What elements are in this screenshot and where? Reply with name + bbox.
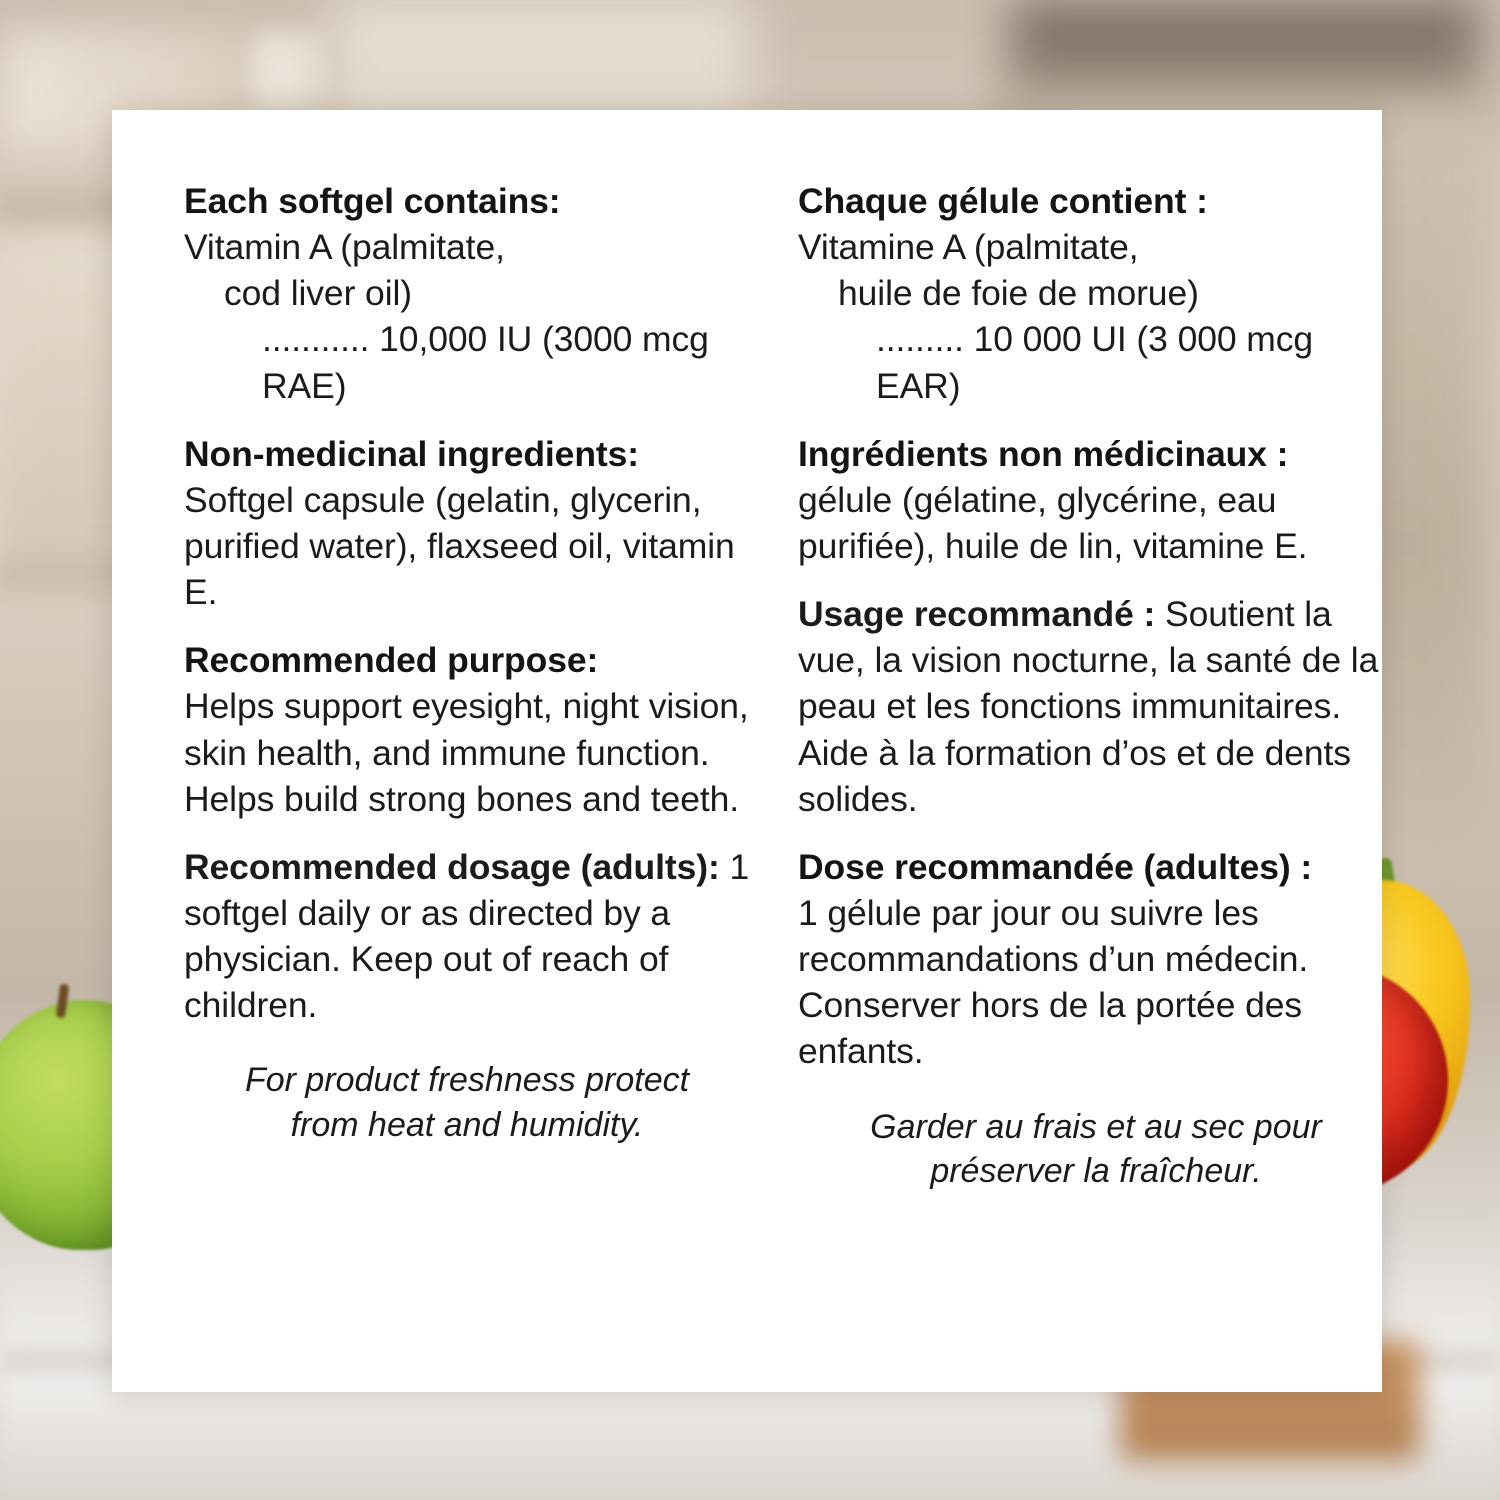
english-contains-block <box>184 178 750 409</box>
french-non-medicinal-text: gélule (gélatine, glycérine, eau purifiée), huile de lin, vitamine E. <box>798 479 1308 566</box>
french-dosage-heading: Dose recommandée (adultes) : <box>798 846 1313 887</box>
french-footnote: Garder au frais et au sec pour préserver la fraîcheur. <box>870 1107 1322 1190</box>
english-non-medicinal-block <box>184 431 750 616</box>
supplement-facts-card <box>112 110 1382 1392</box>
french-column <box>798 178 1394 1193</box>
english-purpose-block <box>184 637 750 822</box>
english-contains-heading: Each softgel contains: <box>184 181 561 221</box>
french-dosage-block <box>798 844 1394 1075</box>
english-footnote: For product freshness protect from heat and humidity. <box>244 1061 690 1144</box>
english-dosage-heading: Recommended dosage (adults): <box>184 846 720 887</box>
french-purpose-paragraph <box>798 591 1394 822</box>
french-non-medicinal-heading: Ingrédients non médicinaux : <box>798 433 1289 474</box>
english-purpose-heading: Recommended purpose: <box>184 640 599 681</box>
french-dosage-text: 1 gélule par jour ou suivre les recommandations d’un médecin. Conserver hors de la portée des enfants. <box>798 892 1309 1072</box>
french-purpose-heading: Usage recommandé : <box>798 594 1156 635</box>
french-contains-heading: Chaque gélule contient : <box>798 181 1208 221</box>
french-non-medicinal-block <box>798 431 1394 569</box>
english-column <box>184 178 750 1193</box>
english-purpose-text: Helps support eyesight, night vision, skin health, and immune function. Helps build strong bones and teeth. <box>184 686 749 819</box>
english-contains-line-2: cod liver oil) <box>224 273 412 314</box>
english-contains-line-3: ........... 10,000 IU (3000 mcg RAE) <box>262 319 709 406</box>
english-non-medicinal-text: Softgel capsule (gelatin, glycerin, purified water), flaxseed oil, vitamin E. <box>184 479 735 613</box>
english-contains-line-1: Vitamin A (palmitate, <box>184 227 505 268</box>
french-purpose-text: Soutient la vue, la vision nocturne, la santé de la peau et les fonctions immunitaires. Aide à la formation d’os et de dents solides. <box>798 594 1379 819</box>
french-contains-block <box>798 178 1394 409</box>
english-dosage-paragraph <box>184 844 750 1029</box>
english-dosage-block <box>184 844 750 1029</box>
english-non-medicinal-heading: Non-medicinal ingredients: <box>184 433 640 474</box>
french-purpose-block <box>798 591 1394 822</box>
label-columns <box>112 110 1382 1193</box>
french-contains-line-3: ......... 10 000 UI (3 000 mcg EAR) <box>876 319 1314 406</box>
french-contains-line-1: Vitamine A (palmitate, <box>798 227 1139 268</box>
french-contains-line-2: huile de foie de morue) <box>838 273 1199 314</box>
english-dosage-text: 1 softgel daily or as directed by a physician. Keep out of reach of children. <box>184 846 750 1026</box>
